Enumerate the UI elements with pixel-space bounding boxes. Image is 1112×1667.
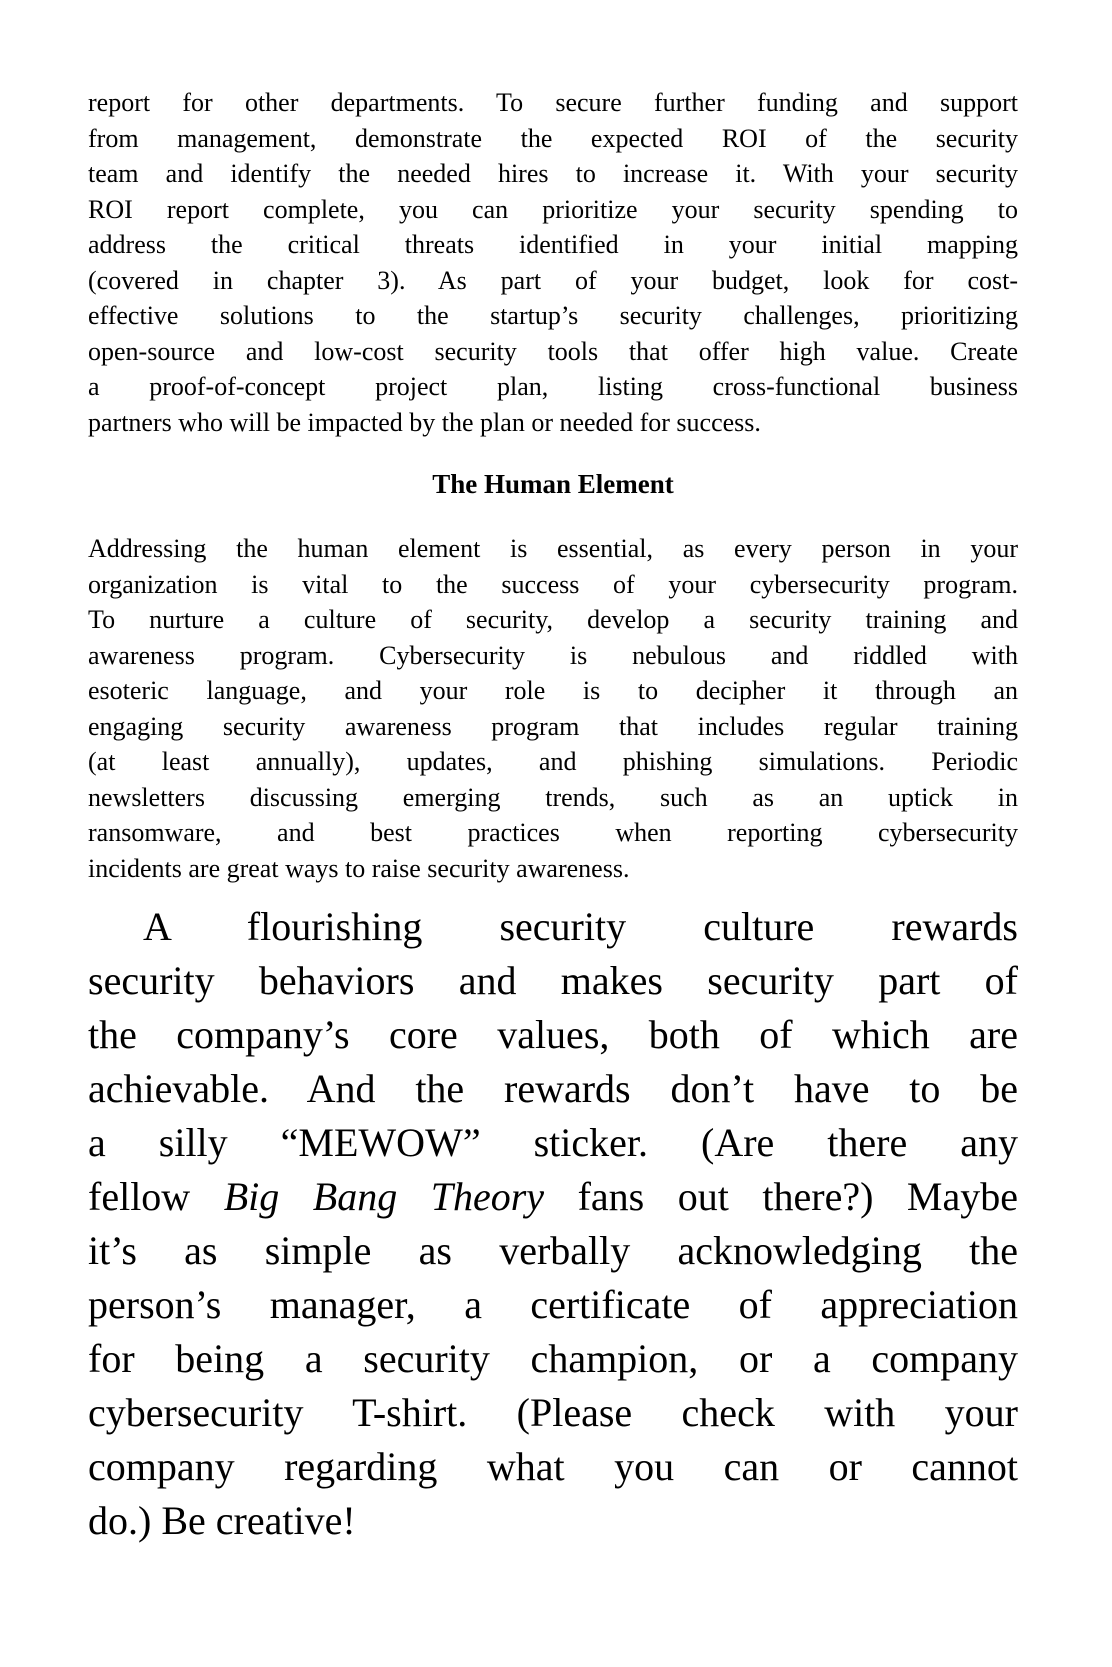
text-line: it’s as simple as verbally acknowledging the [88, 1228, 1018, 1273]
text-line: a silly “MEWOW” sticker. (Are there any [88, 1120, 1018, 1165]
text-segment: fellow [88, 1174, 224, 1219]
text-line: engaging security awareness program that includes regular training [88, 711, 1018, 741]
section-heading: The Human Element [432, 469, 674, 499]
text-line: open-source and low-cost security tools that offer high value. Create [88, 336, 1018, 366]
text-line: a proof-of-concept project plan, listing cross-functional business [88, 372, 1018, 401]
text-line: team and identify the needed hires to increase it. With your security [88, 159, 1018, 188]
text-segment: fans out there?) Maybe [544, 1174, 1019, 1219]
text-line: newsletters discussing emerging trends, such as an uptick in [88, 782, 1018, 812]
paragraph-2 [88, 531, 1018, 886]
paragraph-1 [88, 85, 1018, 440]
text-line: organization is vital to the success of your cybersecurity program. [88, 569, 1018, 599]
paragraph-3 [88, 900, 1018, 1548]
text-line: company regarding what you can or cannot [88, 1444, 1018, 1489]
text-line: ROI report complete, you can prioritize your security spending to [88, 194, 1018, 224]
text-line: partners who will be impacted by the plan or needed for success. [88, 407, 761, 437]
text-line: Addressing the human element is essential, as every person in your [88, 534, 1018, 563]
text-line: ransomware, and best practices when reporting cybersecurity [88, 818, 1018, 847]
text-line: awareness program. Cybersecurity is nebulous and riddled with [88, 640, 1018, 670]
text-line: the company’s core values, both of which are [88, 1012, 1018, 1057]
text-line: address the critical threats identified in your initial mapping [88, 230, 1018, 259]
book-title-italic: Big Bang Theory [223, 1174, 545, 1219]
text-line: incidents are great ways to raise security awareness. [88, 853, 630, 883]
text-line: for being a security champion, or a company [88, 1336, 1018, 1381]
text-line: effective solutions to the startup’s security challenges, prioritizing [88, 301, 1018, 330]
text-line: To nurture a culture of security, develop a security training and [88, 605, 1018, 634]
text-line: security behaviors and makes security part of [88, 958, 1018, 1003]
text-line: person’s manager, a certificate of appreciation [88, 1282, 1018, 1327]
text-line: (at least annually), updates, and phishing simulations. Periodic [88, 747, 1018, 776]
text-line [88, 1170, 1018, 1224]
text-line: A flourishing security culture rewards [143, 904, 1018, 949]
text-line: from management, demonstrate the expected ROI of the security [88, 123, 1018, 153]
text-line: cybersecurity T-shirt. (Please check with your [88, 1390, 1018, 1435]
text-line: do.) Be creative! [88, 1498, 356, 1543]
text-line: (covered in chapter 3). As part of your budget, look for cost- [88, 265, 1018, 295]
text-line: achievable. And the rewards don’t have to be [88, 1066, 1018, 1111]
text-line: report for other departments. To secure further funding and support [88, 88, 1018, 117]
text-line: esoteric language, and your role is to decipher it through an [88, 676, 1018, 705]
